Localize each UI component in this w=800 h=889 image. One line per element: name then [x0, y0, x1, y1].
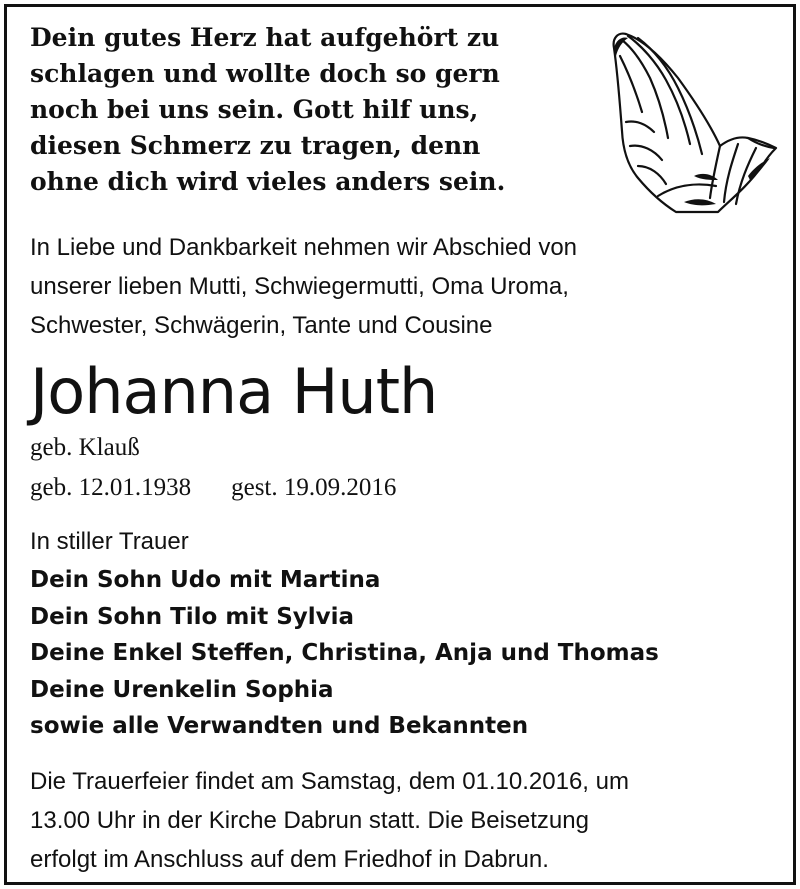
mourners-list — [30, 562, 659, 745]
verse-line: ohne dich wird vieles anders sein. — [30, 167, 506, 196]
memorial-verse — [30, 20, 505, 200]
deceased-name: Johanna Huth — [30, 355, 438, 428]
verse-line: diesen Schmerz zu tragen, denn — [30, 131, 481, 160]
life-dates — [30, 470, 396, 506]
mourner-line: sowie alle Verwandten und Bekannten — [30, 713, 529, 739]
intro-line: unserer lieben Mutti, Schwiegermutti, Oma Uroma, — [30, 273, 569, 300]
service-line: Die Trauerfeier findet am Samstag, dem 01.10.2016, um — [30, 768, 629, 795]
mourner-line: Dein Sohn Tilo mit Sylvia — [30, 603, 355, 630]
service-line: 13.00 Uhr in der Kirche Dabrun statt. Die Beisetzung — [30, 807, 589, 834]
verse-line: Dein gutes Herz hat aufgehört zu — [30, 23, 500, 52]
service-details — [30, 762, 629, 879]
intro-line: Schwester, Schwägerin, Tante und Cousine — [30, 312, 493, 339]
verse-line: schlagen und wollte doch so gern — [30, 59, 500, 88]
mourner-line: Deine Enkel Steffen, Christina, Anja und Thomas — [30, 640, 659, 666]
mourner-line: Dein Sohn Udo mit Martina — [30, 567, 381, 593]
intro-line: In Liebe und Dankbarkeit nehmen wir Abschied von — [30, 234, 578, 261]
praying-hands-icon — [598, 26, 778, 216]
verse-line: noch bei uns sein. Gott hilf uns, — [30, 95, 479, 124]
birth-name: geb. Klauß — [30, 434, 140, 461]
birth-date: geb. 12.01.1938 — [30, 474, 192, 501]
death-date: gest. 19.09.2016 — [231, 474, 397, 501]
farewell-intro — [30, 228, 577, 345]
service-line: erfolgt im Anschluss auf dem Friedhof in Dabrun. — [30, 846, 549, 873]
mourner-line: Deine Urenkelin Sophia — [30, 676, 334, 703]
mourning-label: In stiller Trauer — [30, 528, 189, 555]
